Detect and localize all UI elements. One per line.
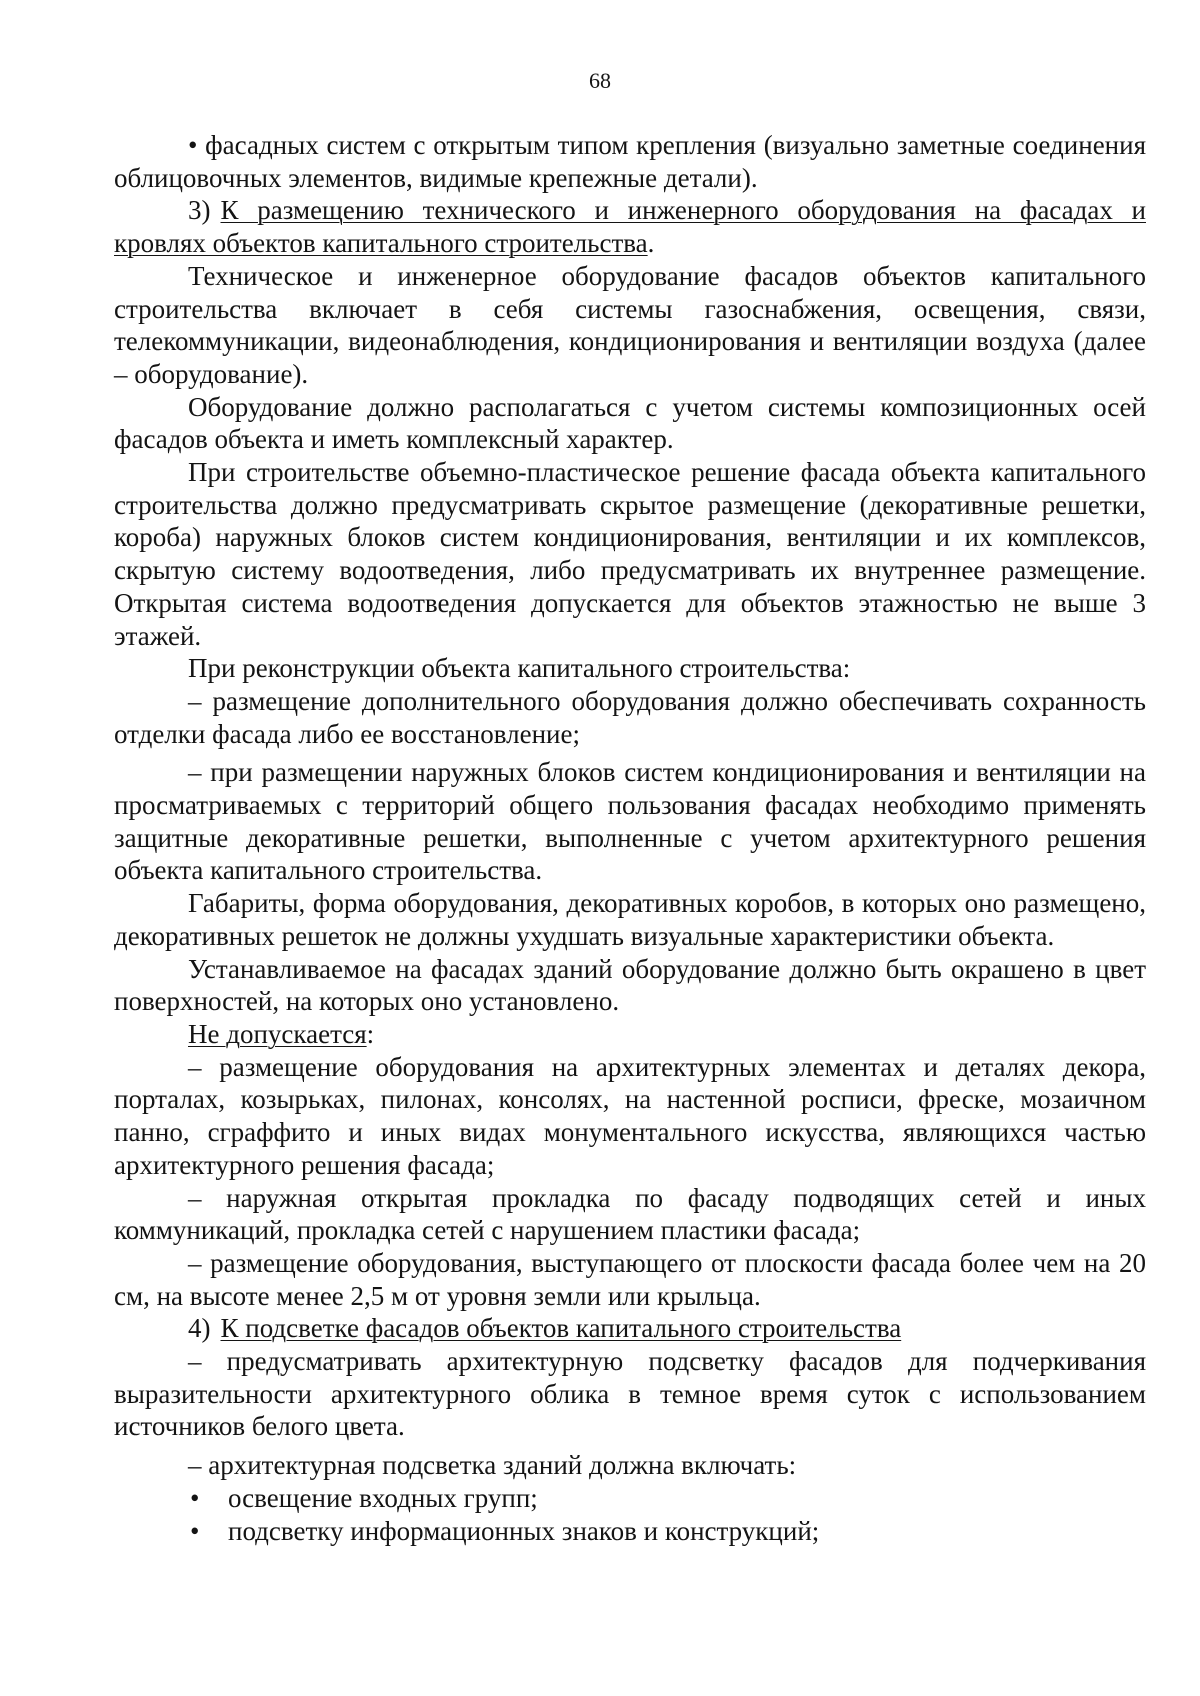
paragraph-dimensions: Габариты, форма оборудования, декоративных коробов, в которых оно размещено, декоративных решеток не должны ухудшать визуальные характеристики объекта.	[114, 888, 1146, 951]
section-4-number: 4)	[188, 1313, 211, 1344]
bullet-icon: •	[190, 1515, 200, 1546]
paragraph-construction-rules: При строительстве объемно-пластическое решение фасада объекта капитального строительства должно предусматривать скрытое размещение (декоративные решетки, короба) наружных блоков систем кондиционирования, вентиляции и их комплексов, скрытую систему водоотведения, либо предусматривать их внутреннее размещение. Открытая система водоотведения допускается для объектов этажностью не выше 3 этажей.	[114, 457, 1146, 651]
paragraph-equipment-definition: Техническое и инженерное оборудование фасадов объектов капитального строительства включает в себя системы газоснабжения, освещения, связи, телекоммуникации, видеонаблюдения, кондиционирования и вентиляции воздуха (далее – оборудование).	[114, 260, 1146, 389]
list-item-architectural-lighting: – предусматривать архитектурную подсветку фасадов для подчеркивания выразительности архитектурного облика в темное время суток с использованием источников белого цвета.	[114, 1346, 1146, 1442]
section-3-heading	[114, 194, 1146, 259]
section-3-number: 3)	[188, 195, 211, 226]
bullet-icon: •	[190, 1482, 200, 1513]
list-item-outdoor-units: – при размещении наружных блоков систем кондиционирования и вентиляции на просматриваемых с территорий общего пользования фасадах необходимо применять защитные декоративные решетки, выполненные с учетом архитектурного решения объекта капитального строительства.	[114, 757, 1146, 886]
section-3-title: К размещению технического и инженерного оборудования на фасадах и кровлях объектов капитального строительства	[114, 195, 1146, 259]
list-item-architectural-elements: – размещение оборудования на архитектурных элементах и деталях декора, порталах, козырьках, пилонах, консолях, на настенной росписи, фреске, мозаичном панно, сграффито и иных видах монументального искусства, являющихся частью архитектурного решения фасада;	[114, 1051, 1146, 1180]
bullet-text: освещение входных групп;	[228, 1482, 538, 1513]
document-body	[114, 129, 1146, 1547]
list-item-open-wiring: – наружная открытая прокладка по фасаду подводящих сетей и иных коммуникаций, прокладка сетей с нарушением пластики фасада;	[114, 1182, 1146, 1246]
list-item-additional-equipment: – размещение дополнительного оборудования должно обеспечивать сохранность отделки фасада либо ее восстановление;	[114, 685, 1146, 749]
paragraph-facade-systems: • фасадных систем с открытым типом крепления (визуально заметные соединения облицовочных элементов, видимые крепежные детали).	[114, 130, 1146, 193]
list-item-protruding-equipment: – размещение оборудования, выступающего от плоскости фасада более чем на 20 см, на высоте менее 2,5 м от уровня земли или крыльца.	[114, 1247, 1146, 1311]
page-number: 68	[589, 68, 611, 93]
paragraph-painting: Устанавливаемое на фасадах зданий оборудование должно быть окрашено в цвет поверхностей, на которых оно установлено.	[114, 953, 1146, 1017]
list-item-lighting-includes: – архитектурная подсветка зданий должна включать:	[188, 1450, 797, 1481]
paragraph-equipment-placement: Оборудование должно располагаться с учетом системы композиционных осей фасадов объекта и иметь комплексный характер.	[114, 391, 1146, 455]
section-3-title-tail: .	[647, 228, 655, 259]
not-allowed-heading	[114, 1018, 1146, 1051]
not-allowed-title: Не допускается	[188, 1018, 367, 1049]
not-allowed-tail: :	[366, 1018, 375, 1049]
bullet-text: подсветку информационных знаков и конструкций;	[228, 1515, 820, 1546]
paragraph-reconstruction-intro: При реконструкции объекта капитального строительства:	[188, 653, 851, 684]
section-4-title: К подсветке фасадов объектов капитального строительства	[220, 1313, 902, 1344]
bullet-item-signs-lighting	[114, 1515, 1146, 1548]
bullet-item-entrance-lighting	[114, 1482, 1146, 1515]
section-4-heading	[114, 1312, 1146, 1345]
